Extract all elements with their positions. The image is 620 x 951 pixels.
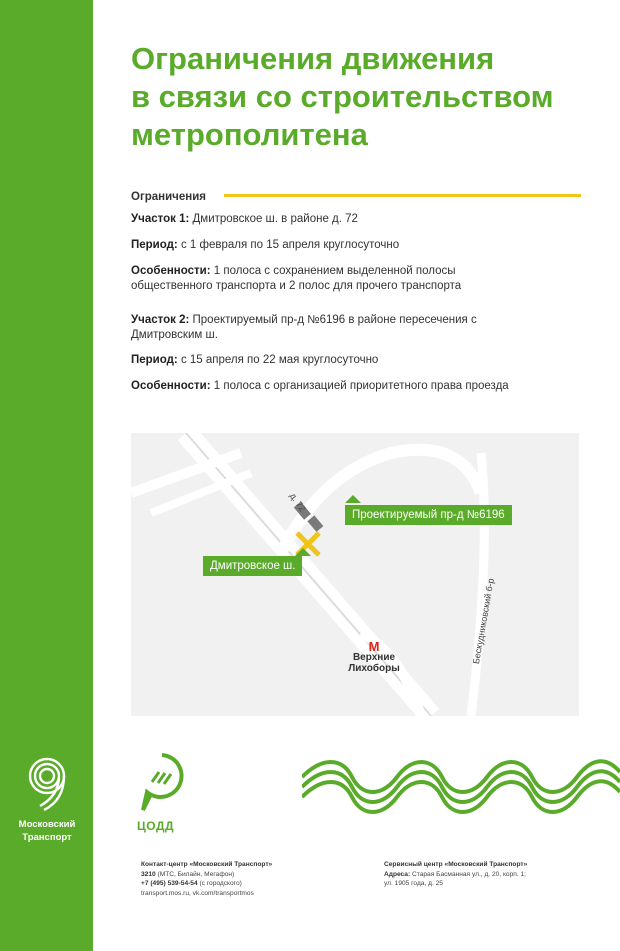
service-center-block: [384, 860, 594, 889]
contact-center-block: [141, 860, 341, 898]
contact-center-title: Контакт-центр «Московский Транспорт»: [141, 861, 273, 868]
item-label: Период:: [131, 354, 178, 366]
item-text: 1 полоса с сохранением выделенной полосы общественного транспорта и 2 полос для прочего транспорта: [131, 265, 462, 292]
address-line-1: Старая Басманная ул., д. 20, корп. 1;: [410, 870, 526, 878]
metro-station: [344, 641, 404, 674]
address-line-2: ул. 1905 года, д. 25: [384, 880, 443, 887]
restriction-item: [131, 379, 591, 394]
codd-icon: [137, 752, 187, 812]
phone-note: (с городского): [197, 880, 242, 887]
item-label: Участок 2:: [131, 314, 190, 326]
metro-name-1: Верхние: [352, 652, 396, 663]
item-label: Период:: [131, 239, 178, 251]
address-label: Адреса:: [384, 870, 411, 878]
short-number: 3210: [141, 870, 156, 878]
mt-logo-label-1: Московский: [18, 819, 76, 830]
map-tag-dmitrovskoe: Дмитровское ш.: [203, 556, 302, 576]
short-number-note: (МТС, Билайн, Мегафон): [155, 870, 235, 878]
street-label-beskudnikovsky: Бескудниковский б-р: [471, 577, 496, 665]
page-title: [131, 40, 601, 154]
codd-logo: [137, 752, 197, 833]
item-label: Участок 1:: [131, 213, 190, 225]
phone-number: +7 (495) 539-54-54: [141, 880, 198, 887]
restriction-item: [131, 212, 591, 227]
mt-logo-label-2: Транспорт: [22, 832, 72, 843]
item-text: 1 полоса с организацией приоритетного права проезда: [210, 380, 509, 392]
mt-nine-icon: [22, 756, 72, 812]
item-text: Дмитровское ш. в районе д. 72: [189, 213, 358, 225]
map-tag-projected-passage: Проектируемый пр-д №6196: [345, 505, 512, 525]
codd-label: ЦОДД: [137, 819, 175, 833]
metro-name-2: Лихоборы: [348, 663, 400, 674]
section-heading-label: Ограничения: [131, 191, 206, 203]
house-label: д. 72: [287, 491, 308, 514]
area-map: [131, 433, 579, 716]
title-line: в связи со строительством: [131, 79, 554, 114]
restriction-item: [131, 238, 591, 253]
section-heading: [131, 187, 581, 203]
restriction-item: [131, 353, 591, 368]
moscow-transport-logo: [16, 756, 78, 843]
item-text: Проектируемый пр-д №6196 в районе пересечения с Дмитровским ш.: [131, 314, 477, 341]
metro-icon: М: [368, 639, 380, 654]
title-line: Ограничения движения: [131, 41, 495, 76]
item-label: Особенности:: [131, 265, 211, 277]
restriction-item: [131, 264, 511, 294]
item-label: Особенности:: [131, 380, 211, 392]
decorative-waves: [302, 752, 620, 822]
item-text: с 1 февраля по 15 апреля круглосуточно: [177, 239, 400, 251]
restriction-item: [131, 313, 531, 343]
websites: transport.mos.ru, vk.com/transportmos: [141, 889, 254, 897]
section-divider: [224, 194, 581, 197]
service-center-title: Сервисный центр «Московский Транспорт»: [384, 861, 528, 868]
title-line: метрополитена: [131, 117, 368, 152]
item-text: с 15 апреля по 22 мая круглосуточно: [177, 354, 379, 366]
